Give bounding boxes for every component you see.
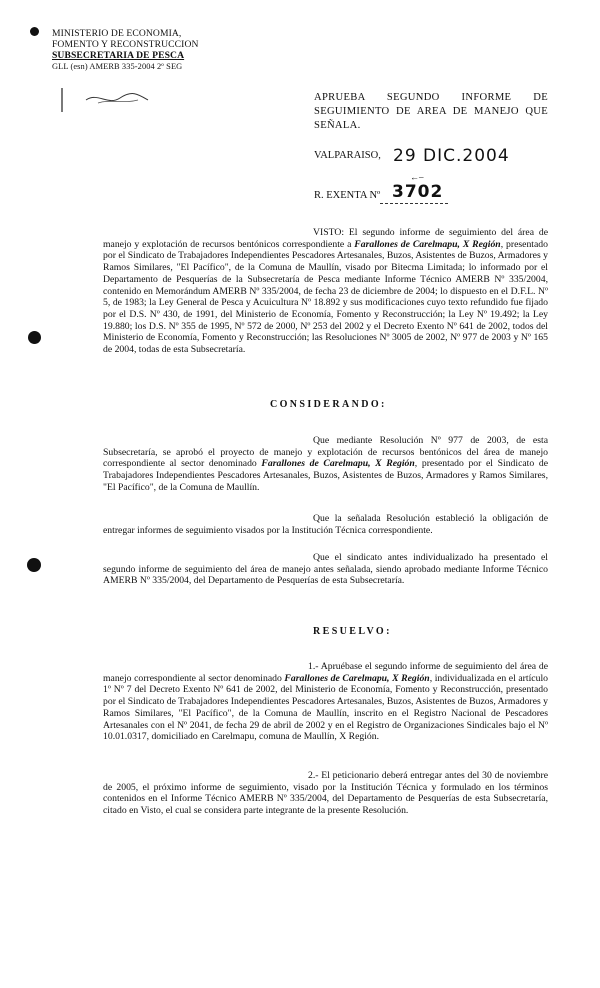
ministry-line-1: MINISTERIO DE ECONOMIA, — [52, 28, 182, 39]
subsecretaria-line: SUBSECRETARIA DE PESCA — [52, 50, 185, 61]
considerando-1-text-a: Subsecretaría, se aprobó el proyecto de manejo y explotación de recursos bentónicos del área de manejo correspondiente al sector denominado — [103, 446, 548, 470]
number-underline — [380, 203, 448, 204]
considerando-1-lead: Que mediante Resolución Nº 977 de 2003, de esta — [313, 435, 548, 446]
handwritten-date: 29 DIC.2004 — [393, 146, 510, 166]
arrow-mark-icon: ←– — [410, 172, 424, 182]
place-label: VALPARAISO, — [314, 150, 381, 161]
resuelvo-heading: RESUELVO: — [313, 626, 392, 637]
resuelvo-1-area-name: Farallones de Carelmapu, X Región — [284, 672, 430, 684]
considerando-2-lead: Que la señalada Resolución estableció la obligación de — [313, 513, 548, 524]
ministry-line-2: FOMENTO Y RECONSTRUCCION — [52, 39, 199, 50]
resuelvo-paragraph-2 — [103, 770, 548, 817]
resuelvo-2-text: noviembre de 2005, el próximo informe de seguimiento, visado por la Institución Técnica y formulado en los términos contenidos en el Informe Técnico AMERB Nº 335/2004, del Departamento de Pesquerías de esta Subsecretaría, citado en Visto, el cual se considera parte integrante de la presente Resolución. — [103, 770, 549, 817]
punch-hole-mark — [30, 27, 39, 36]
reference-code: GLL (esn) AMERB 335-2004 2º SEG — [52, 62, 183, 71]
considerando-1-area-name: Farallones de Carelmapu, X Región — [261, 458, 415, 470]
considerando-paragraph-1 — [103, 435, 548, 494]
considerando-3-text: segundo informe de seguimiento del área de manejo antes señalada, siendo aprobado mediante Informe Técnico AMERB Nº 335/2004, del Departamento de Pesquerías de esta Subsecretaría. — [103, 563, 548, 587]
considerando-heading: CONSIDERANDO: — [270, 399, 387, 410]
visto-text-b: , presentado por el Sindicato de Trabajadores Independientes Pescadores Artesanales, Buzos, Asistentes de Buzos, Armadores y Ramos Similares, "El Pacífico", de la Comuna de Maullín, visado por Bitecma Limitada; lo informado por el Departamento de Pesquerías de la Subsecretaría de Pesca mediante Informe Técnico AMERB Nº 335/2004, contenido en Memorándum AMERB Nº 335/2004, de fecha 23 de diciembre de 2004; lo dispuesto en el D.F.L. Nº 5, de 1983; la Ley General de Pesca y Acuicultura Nº 18.892 y sus modificaciones cuyo texto refundido fue fijado por el D.S. Nº 430, de 1991, del Ministerio de Economía, Fomento y Reconstrucción; la Ley Nº 19.492; la Ley 19.880; los D.S. Nº 355 de 1995, Nº 572 de 2000, Nº 253 del 2002 y el Decreto Exento Nº 641 de 2002, todos del Ministerio de Economía, Fomento y Reconstrucción; las Resoluciones Nº 3005 de 2002, Nº 977 de 2003 y Nº 165 de 2004, todas de esta Subsecretaría. — [103, 238, 548, 356]
punch-hole-mark — [28, 331, 41, 344]
considerando-2-text: entregar informes de seguimiento visados por la Institución Técnica correspondiente. — [103, 524, 433, 536]
resolution-number: 3702 — [392, 182, 444, 202]
visto-lead: VISTO: El segundo informe de seguimiento del área — [313, 227, 534, 238]
resuelvo-paragraph-1 — [103, 661, 548, 743]
resuelvo-1-text-b: , individualizada en el artículo 1º Nº 7 del Decreto Exento Nº 641 de 2002, del Ministerio de Economía, Fomento y Reconstrucción, presentado por el Sindicato de Trabajadores Independientes Pescadores Artesanales, Buzos, Asistentes de Buzos, Armadores y Ramos Similares, "El Pacífico", de la Comuna de Maullín, inscrito en el Registro Nacional de Pescadores Artesanales con el Nº 2041, de fecha 29 de abril de 2002 y en el Registro de Organizaciones Sindicales bajo el Nº 10.01.0317, domiciliado en Carelmapu, comuna de Maullín, X Región. — [103, 672, 548, 743]
considerando-paragraph-2 — [103, 513, 548, 536]
visto-text-a: de manejo y explotación de recursos bentónicos correspondiente a — [103, 227, 549, 250]
resolution-label: R. EXENTA Nº — [314, 190, 381, 201]
resuelvo-1-text-a: área de manejo correspondiente al sector denominado — [103, 661, 548, 684]
resuelvo-1-lead: 1.- Apruébase el segundo informe de seguimiento del — [308, 661, 518, 672]
considerando-1-text-b: , presentado por el Sindicato de Trabajadores Independientes Pescadores Artesanales, Buzos, Asistentes de Buzos, Armadores y Ramos Similares, "El Pacífico", de la Comuna de Maullín. — [103, 458, 548, 493]
handwritten-signature-mark — [58, 86, 178, 116]
visto-paragraph — [103, 227, 548, 356]
letterhead — [52, 28, 199, 72]
resuelvo-2-lead: 2.- El peticionario deberá entregar antes del 30 de — [308, 770, 504, 781]
considerando-3-lead: Que el sindicato antes individualizado ha presentado el — [313, 552, 548, 563]
punch-hole-mark — [27, 558, 41, 572]
document-subject: APRUEBA SEGUNDO INFORME DE SEGUIMIENTO DE AREA DE MANEJO QUE SEÑALA. — [314, 92, 548, 131]
visto-area-name: Farallones de Carelmapu, X Región — [354, 238, 501, 250]
considerando-paragraph-3 — [103, 552, 548, 587]
